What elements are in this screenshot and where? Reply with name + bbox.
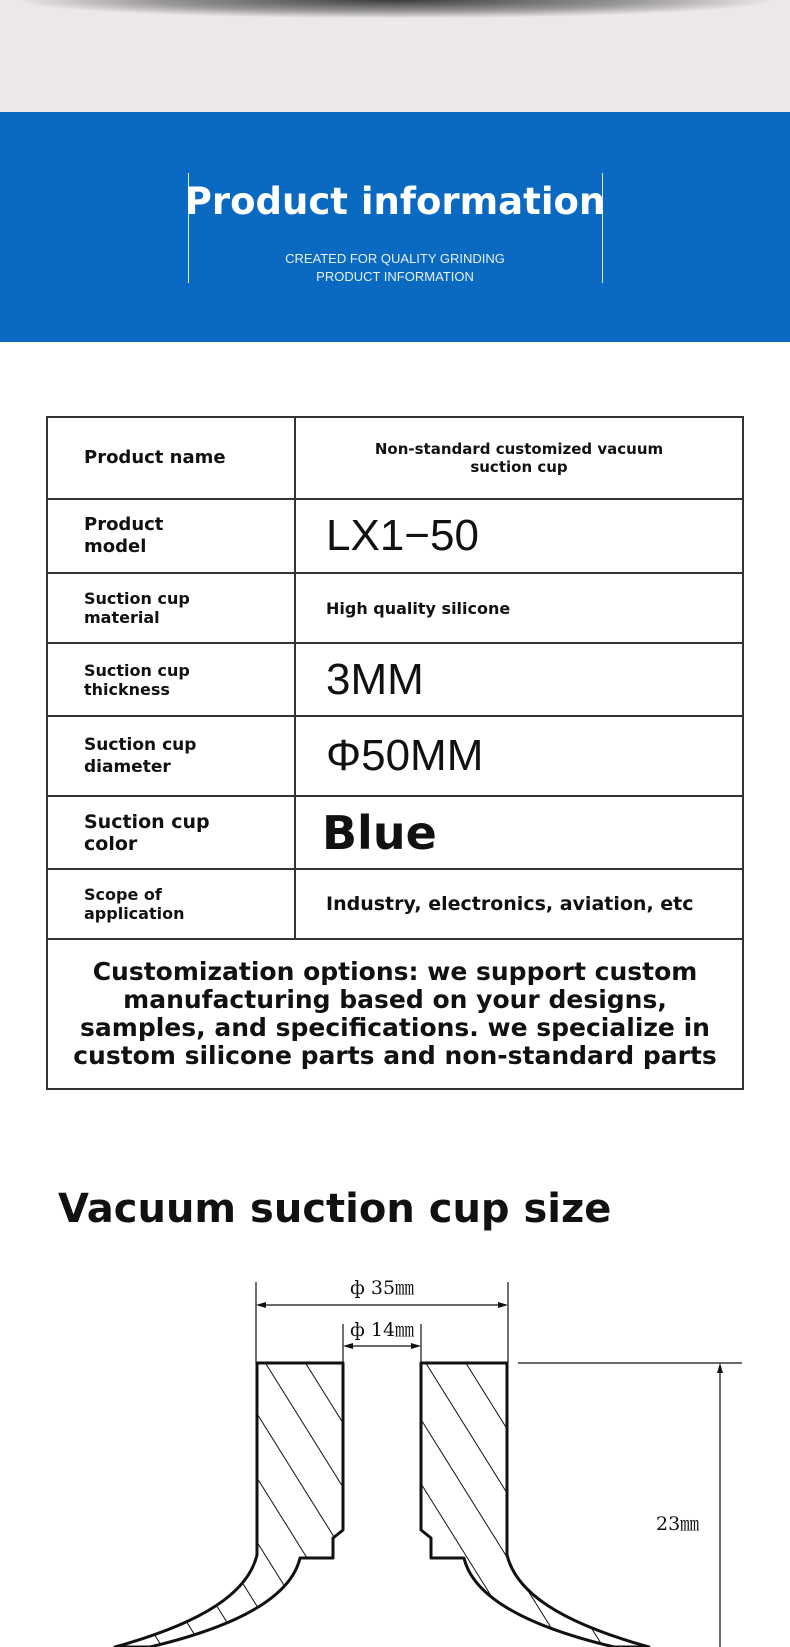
table-row [47, 796, 743, 869]
spec-value-material: High quality silicone [295, 573, 743, 643]
table-row [47, 573, 743, 643]
spec-value-product-name-text: Non-standard customized vacuum suction cup [374, 440, 664, 476]
arrow-icon [717, 1363, 723, 1373]
product-shadow [20, 0, 770, 18]
dimension-label-height: 23㎜ [656, 1513, 700, 1535]
top-product-image-edge [0, 0, 790, 112]
arrow-icon [256, 1302, 266, 1308]
table-row [47, 499, 743, 573]
spec-label-color [47, 796, 295, 869]
spec-label-thickness-text: Suction cup thickness [84, 660, 190, 699]
spec-label-product-model-text: Product model [84, 514, 164, 557]
spec-value-thickness: 3MM [295, 643, 743, 716]
specification-table [46, 416, 744, 1090]
table-row [47, 869, 743, 939]
spec-value-product-name [295, 417, 743, 499]
spec-label-scope-text: Scope of application [84, 885, 185, 923]
spec-value-product-model: LX1−50 [295, 499, 743, 573]
spec-value-scope: Industry, electronics, aviation, etc [295, 869, 743, 939]
size-section-title: Vacuum suction cup size [58, 1186, 612, 1232]
dimension-label-outer: ф 35㎜ [349, 1277, 415, 1299]
suction-cup-section-left [115, 1363, 343, 1647]
banner-title: Product information [184, 180, 606, 223]
arrow-icon [343, 1343, 353, 1349]
spec-label-color-text: Suction cup color [84, 810, 210, 855]
spec-value-diameter: Φ50MM [295, 716, 743, 796]
product-information-banner [0, 112, 790, 342]
banner-subtitle-line1: CREATED FOR QUALITY GRINDING [285, 251, 505, 266]
table-row [47, 716, 743, 796]
spec-label-material-text: Suction cup material [84, 589, 190, 627]
spec-label-product-name: Product name [47, 417, 295, 499]
arrow-icon [498, 1302, 508, 1308]
customization-note: Customization options: we support custom manufacturing based on your designs, samples, and specifications. we specialize in custom silicone parts and non-standard parts [47, 939, 743, 1089]
spec-label-material [47, 573, 295, 643]
spec-label-diameter [47, 716, 295, 796]
banner-subtitle-line2: PRODUCT INFORMATION [316, 269, 474, 284]
suction-cup-section-right [421, 1363, 649, 1647]
table-row [47, 939, 743, 1089]
banner-subtitle [0, 250, 790, 286]
spec-label-product-model [47, 499, 295, 573]
suction-cup-dimension-drawing [0, 1260, 790, 1647]
spec-value-color: Blue [295, 796, 743, 869]
spec-label-scope [47, 869, 295, 939]
table-row [47, 643, 743, 716]
dimension-label-inner: ф 14㎜ [349, 1319, 415, 1341]
spec-label-thickness [47, 643, 295, 716]
arrow-icon [411, 1343, 421, 1349]
table-row [47, 417, 743, 499]
spec-label-diameter-text: Suction cup diameter [84, 735, 197, 777]
